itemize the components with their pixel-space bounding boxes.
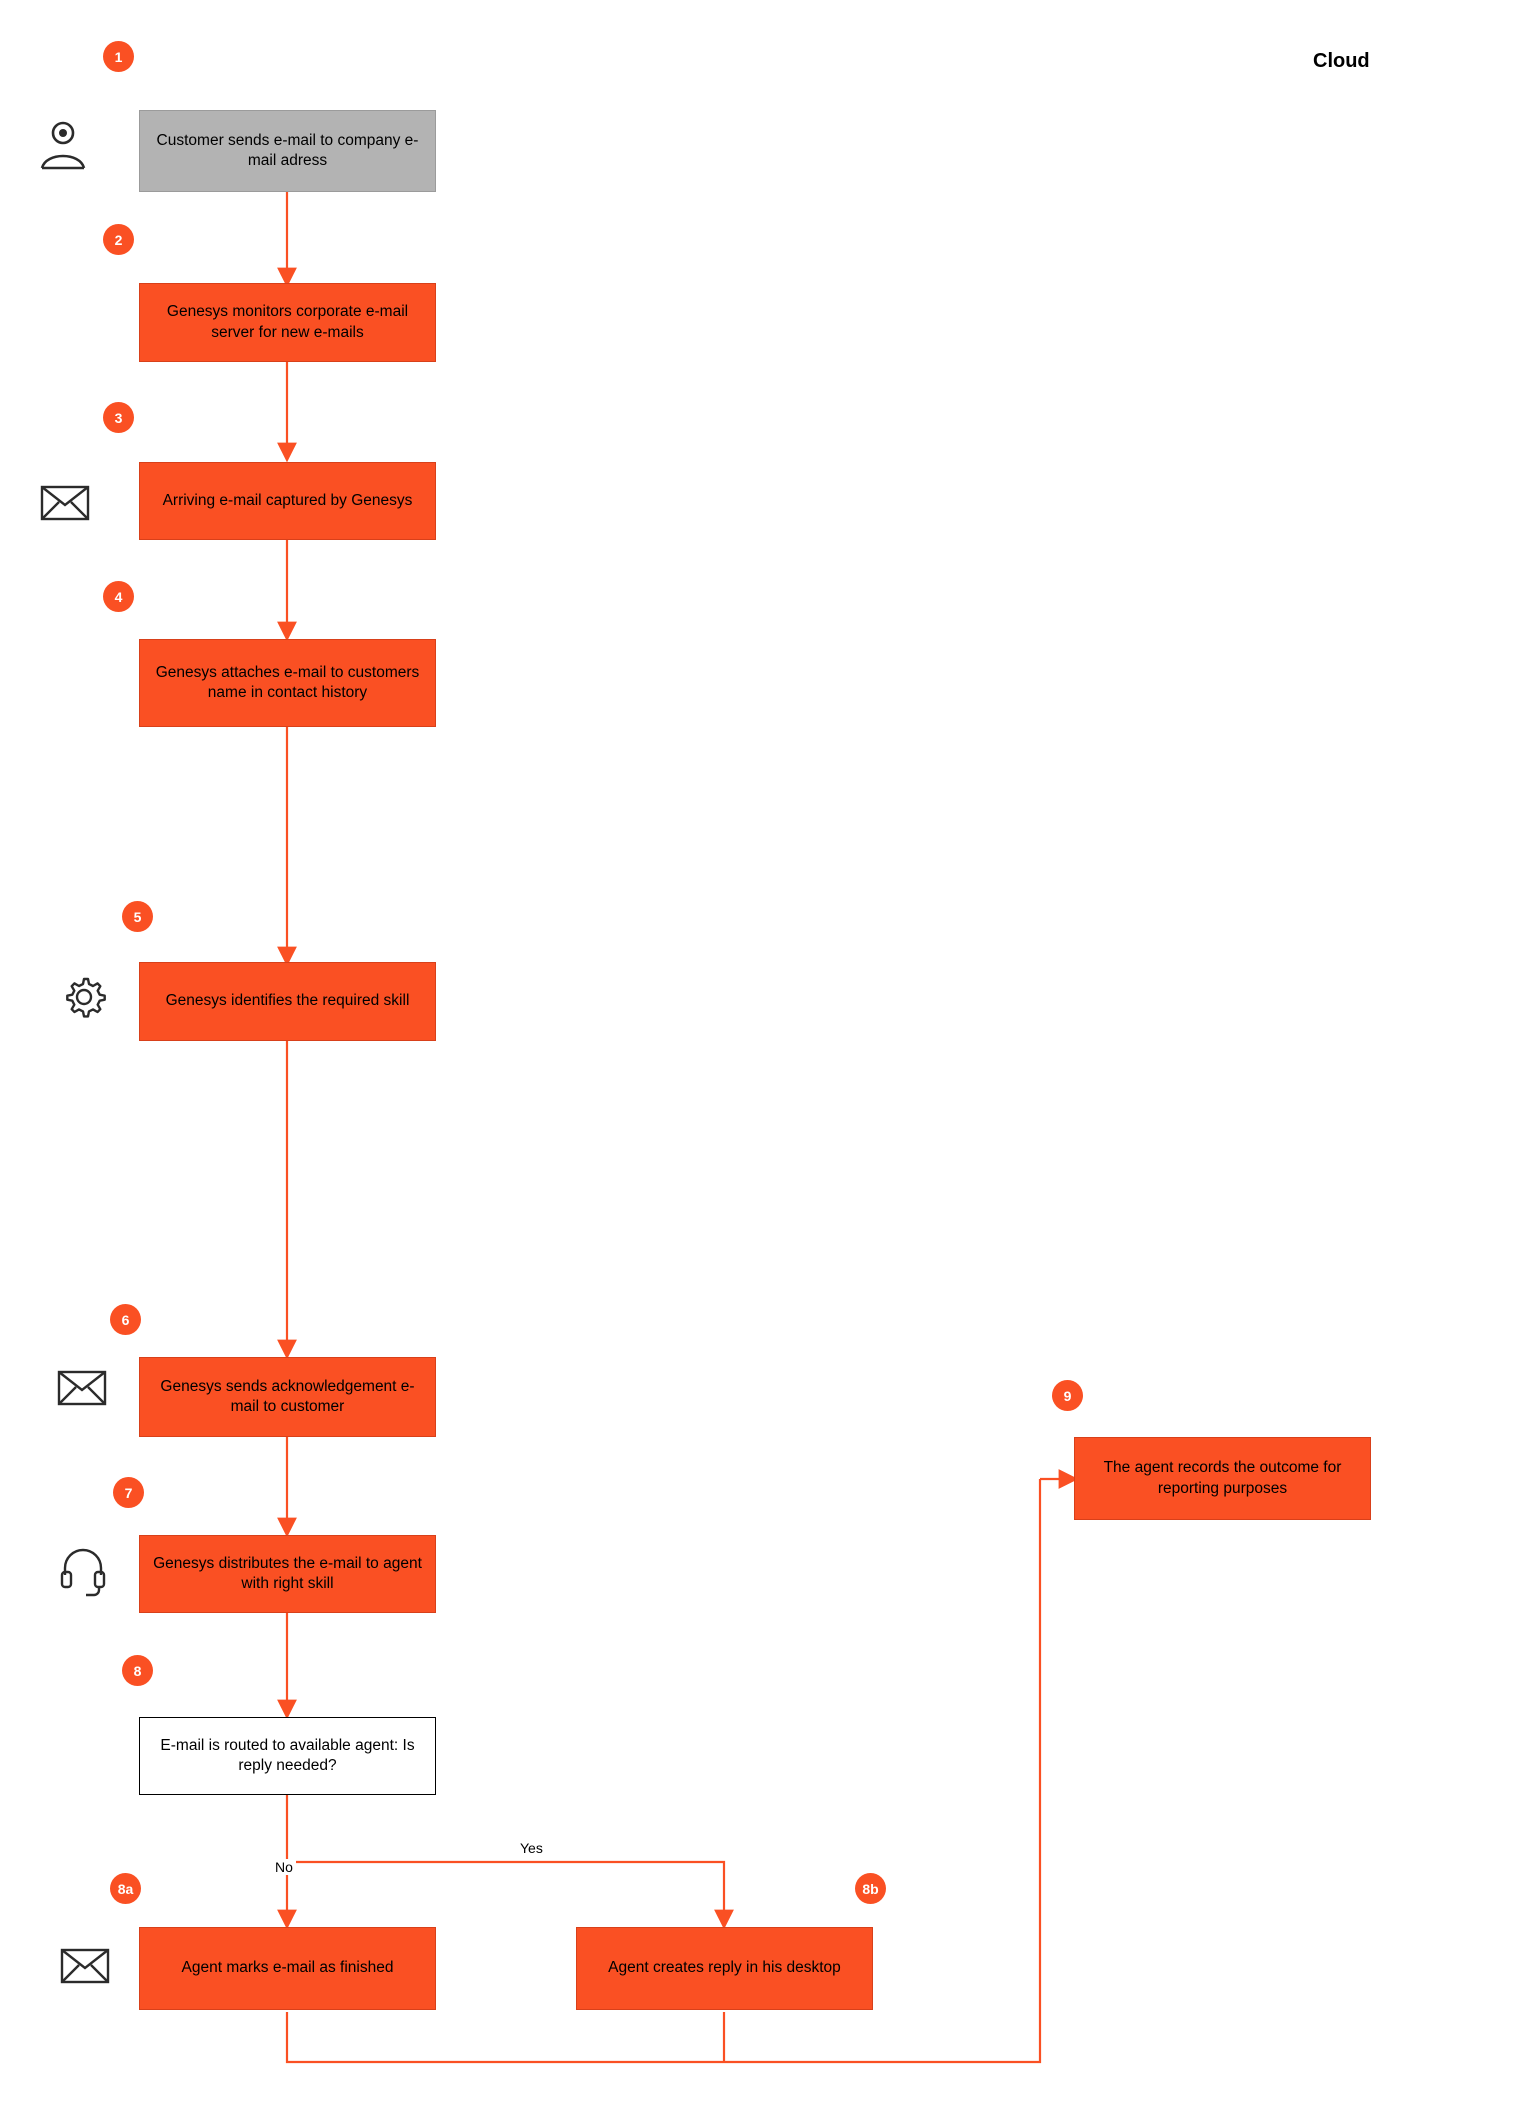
node-label: The agent records the outcome for reporting purposes bbox=[1103, 1459, 1342, 1497]
badge-5: 5 bbox=[122, 901, 153, 932]
node-step-7[interactable] bbox=[139, 1535, 436, 1613]
node-step-1[interactable] bbox=[139, 110, 436, 192]
person-icon bbox=[36, 118, 90, 174]
node-label: Customer sends e-mail to company e-mail adress bbox=[156, 131, 419, 169]
envelope-icon bbox=[60, 1946, 110, 1986]
headset-icon bbox=[58, 1545, 108, 1597]
node-label: Genesys sends acknowledgement e-mail to customer bbox=[160, 1377, 415, 1415]
node-step-2[interactable] bbox=[139, 283, 436, 362]
gear-icon bbox=[60, 973, 108, 1021]
badge-6: 6 bbox=[110, 1304, 141, 1335]
node-step-8a[interactable] bbox=[139, 1927, 436, 2010]
badge-1: 1 bbox=[103, 41, 134, 72]
node-label: Agent creates reply in his desktop bbox=[608, 1959, 841, 1977]
badge-2: 2 bbox=[103, 224, 134, 255]
node-decision-8[interactable] bbox=[139, 1717, 436, 1795]
node-step-4[interactable] bbox=[139, 639, 436, 727]
node-step-5[interactable] bbox=[139, 962, 436, 1041]
badge-3: 3 bbox=[103, 402, 134, 433]
node-step-9[interactable] bbox=[1074, 1437, 1371, 1520]
badge-9: 9 bbox=[1052, 1380, 1083, 1411]
node-label: Agent marks e-mail as finished bbox=[181, 1959, 394, 1977]
edge-label-yes: Yes bbox=[517, 1840, 546, 1856]
node-label: Genesys distributes the e-mail to agent with right skill bbox=[153, 1554, 422, 1592]
node-label: E-mail is routed to available agent: Is reply needed? bbox=[160, 1736, 415, 1774]
envelope-icon bbox=[40, 483, 90, 523]
node-label: Genesys monitors corporate e-mail server for new e-mails bbox=[166, 303, 409, 341]
node-label: Arriving e-mail captured by Genesys bbox=[162, 491, 413, 509]
node-step-6[interactable] bbox=[139, 1357, 436, 1437]
badge-4: 4 bbox=[103, 581, 134, 612]
badge-7: 7 bbox=[113, 1477, 144, 1508]
badge-8: 8 bbox=[122, 1655, 153, 1686]
badge-8a: 8a bbox=[110, 1873, 141, 1904]
page-title: Cloud bbox=[1313, 50, 1370, 72]
edge-label-no: No bbox=[272, 1859, 296, 1875]
badge-8b: 8b bbox=[855, 1873, 886, 1904]
node-step-8b[interactable] bbox=[576, 1927, 873, 2010]
node-step-3[interactable] bbox=[139, 462, 436, 540]
envelope-icon bbox=[57, 1368, 107, 1408]
node-label: Genesys identifies the required skill bbox=[165, 992, 410, 1010]
node-label: Genesys attaches e-mail to customers name in contact history bbox=[155, 663, 420, 701]
